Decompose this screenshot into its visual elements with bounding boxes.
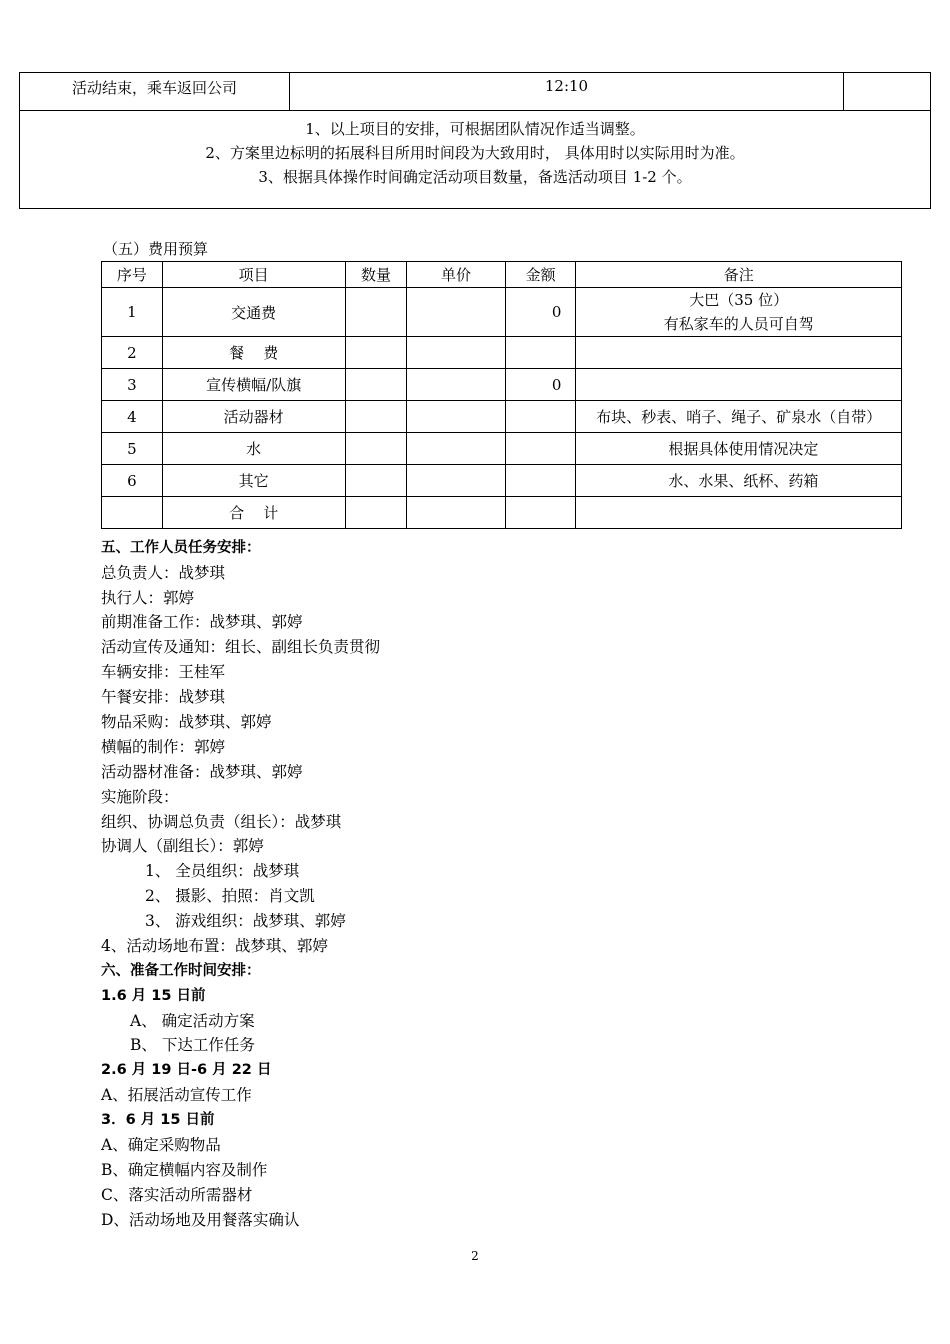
row-price [407,433,505,465]
row-amount [505,465,576,497]
row-qty [345,433,407,465]
header-qty: 数量 [345,262,407,288]
table-total-row [102,497,902,529]
staff-line: 实施阶段： [101,788,179,806]
empty-cell [844,73,931,111]
time-cell: 12:10 [290,73,844,111]
staff-line: 车辆安排：王桂军 [101,663,226,681]
total-no [102,497,163,529]
table-header-row [102,262,902,288]
schedule-item: B、确定横幅内容及制作 [101,1161,268,1179]
header-price: 单价 [407,262,505,288]
schedule-heading: 六、准备工作时间安排： [101,963,261,979]
staff-line: 横幅的制作：郭婷 [101,738,226,756]
row-note [576,288,902,337]
total-qty [345,497,407,529]
table-row [102,337,902,369]
row-no: 3 [102,369,163,401]
row-note [576,369,902,401]
header-amount: 金额 [505,262,576,288]
row-no: 5 [102,433,163,465]
row-item: 交通费 [162,288,345,337]
row-price [407,401,505,433]
staff-line: 午餐安排：战梦琪 [101,688,226,706]
staff-heading: 五、工作人员任务安排： [101,540,261,556]
header-item: 项目 [162,262,345,288]
staff-line: 执行人：郭婷 [101,589,195,607]
total-price [407,497,505,529]
row-no: 4 [102,401,163,433]
row-note: 布块、秒表、哨子、绳子、矿泉水（自带） [576,401,902,433]
row-item: 宣传横幅/队旗 [162,369,345,401]
row-no: 6 [102,465,163,497]
row-item: 活动器材 [162,401,345,433]
total-amount [505,497,576,529]
row-note: 水、水果、纸杯、药箱 [576,465,902,497]
schedule-table-tail [19,72,931,209]
row-price [407,465,505,497]
activity-cell: 活动结束，乘车返回公司 [20,73,290,111]
row-amount: 0 [505,369,576,401]
row-note-line: 大巴（35 位） [689,291,789,309]
row-qty [345,465,407,497]
schedule-item: A、拓展活动宣传工作 [101,1086,252,1104]
row-amount [505,433,576,465]
note-line: 1、以上项目的安排，可根据团队情况作适当调整。 [305,120,645,138]
schedule-item: A、确定采购物品 [101,1136,221,1154]
schedule-step-title: 3．6 月 15 日前 [101,1112,215,1128]
schedule-item: B、 下达工作任务 [130,1036,255,1054]
row-note [576,337,902,369]
staff-venue: 4、活动场地布置：战梦琪、郭婷 [101,937,328,955]
staff-sub-item: 3、 游戏组织：战梦琪、郭婷 [145,912,346,930]
row-item: 餐 费 [162,337,345,369]
table-row [102,369,902,401]
row-amount [505,337,576,369]
budget-table [101,261,902,529]
row-item: 其它 [162,465,345,497]
note-line: 2、方案里边标明的拓展科目所用时间段为大致用时， 具体用时以实际用时为准。 [205,144,745,162]
staff-line: 前期准备工作：战梦琪、郭婷 [101,613,303,631]
total-label: 合 计 [162,497,345,529]
table-row [20,73,931,111]
row-no: 2 [102,337,163,369]
row-item: 水 [162,433,345,465]
row-amount: 0 [505,288,576,337]
schedule-step-title: 1.6 月 15 日前 [101,988,206,1004]
table-row [102,401,902,433]
row-price [407,369,505,401]
row-price [407,337,505,369]
header-no: 序号 [102,262,163,288]
budget-heading: （五）费用预算 [103,240,209,258]
table-row [102,433,902,465]
staff-line: 组织、协调总负责（组长）：战梦琪 [101,813,342,831]
row-amount [505,401,576,433]
schedule-step-title: 2.6 月 19 日-6 月 22 日 [101,1062,272,1078]
schedule-item: D、活动场地及用餐落实确认 [101,1211,300,1229]
row-price [407,288,505,337]
row-no: 1 [102,288,163,337]
row-qty [345,337,407,369]
schedule-item: A、 确定活动方案 [130,1012,255,1030]
staff-sub-item: 2、 摄影、拍照：肖文凯 [145,887,315,905]
row-note-line: 有私家车的人员可自驾 [663,315,814,333]
staff-line: 协调人（副组长）：郭婷 [101,837,264,855]
row-qty [345,288,407,337]
row-qty [345,401,407,433]
staff-line: 物品采购：战梦琪、郭婷 [101,713,272,731]
total-note [576,497,902,529]
schedule-item: C、落实活动所需器材 [101,1186,253,1204]
staff-line: 活动器材准备：战梦琪、郭婷 [101,763,303,781]
notes-cell [20,111,931,209]
page-number: 2 [471,1249,479,1263]
row-qty [345,369,407,401]
note-line: 3、根据具体操作时间确定活动项目数量，备选活动项目 1-2 个。 [258,168,692,186]
table-row [102,288,902,337]
table-row [20,111,931,209]
row-note: 根据具体使用情况决定 [576,433,902,465]
header-note: 备注 [576,262,902,288]
staff-sub-item: 1、 全员组织：战梦琪 [145,862,300,880]
staff-line: 总负责人：战梦琪 [101,564,226,582]
table-row [102,465,902,497]
staff-line: 活动宣传及通知：组长、副组长负责贯彻 [101,638,381,656]
